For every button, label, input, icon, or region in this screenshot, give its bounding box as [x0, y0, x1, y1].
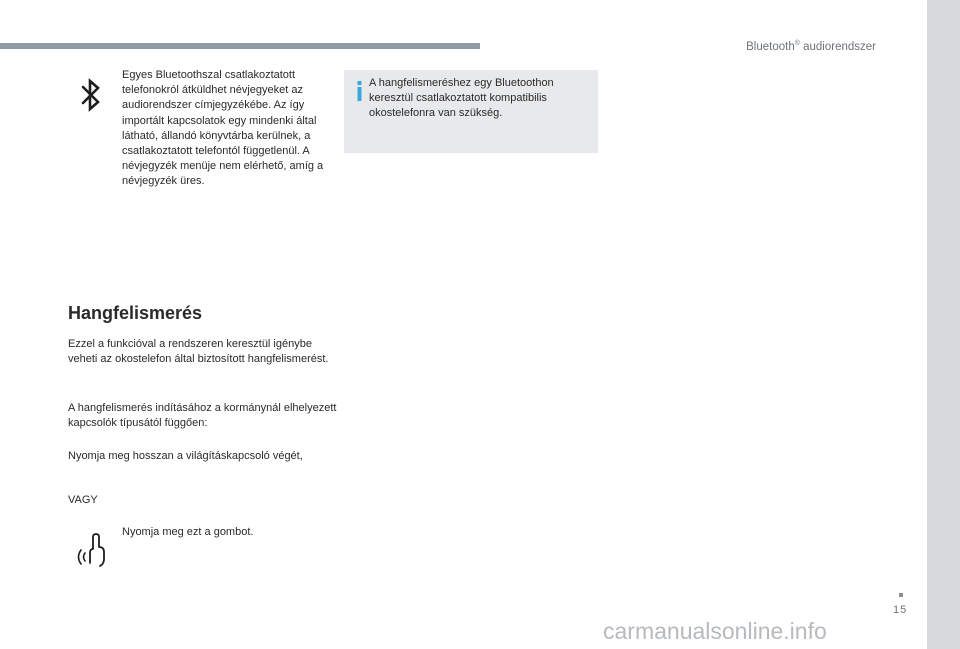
press-button-note — [72, 525, 342, 575]
voice-command-icon — [76, 533, 108, 567]
page-edge-band — [927, 0, 960, 649]
instruction-paragraph: A hangfelismerés indításához a kormánynál elhelyezett kapcsolók típusától függően: — [68, 402, 337, 430]
info-box-text: A hangfelismeréshez egy Bluetoothon keresztül csatlakoztatott kompatibilis okostelefonra van szükség. — [369, 77, 554, 120]
or-label: VAGY — [68, 494, 98, 506]
long-press-paragraph: Nyomja meg hosszan a világításkapcsoló végét, — [68, 450, 303, 462]
press-button-text: Nyomja meg ezt a gombot. — [122, 526, 254, 538]
watermark: carmanualsonline.info — [603, 618, 827, 644]
info-box — [344, 70, 598, 153]
bluetooth-note-text: Egyes Bluetoothszal csatlakoztatott telefonokról átküldhet névjegyeket az audiorendszer címjegyzékébe. Az így importált kapcsolatok egy mindenki által látható, állandó könyvtárba kerülnek, a csatlakoztatott telefontól függetlenül. A névjegyzék menüje nem elérhető, amíg a névjegyzék üres. — [122, 69, 324, 188]
page-marker — [899, 593, 903, 597]
page-header-title: Bluetooth® audiorendszer — [746, 40, 876, 53]
section-heading: Hangfelismerés — [68, 303, 203, 323]
bluetooth-note — [70, 68, 340, 218]
bluetooth-icon — [80, 78, 102, 112]
header-rule — [0, 43, 480, 49]
page-number: 15 — [893, 604, 908, 616]
info-icon — [355, 81, 365, 101]
intro-paragraph: Ezzel a funkcióval a rendszeren keresztül igénybe veheti az okostelefon által biztosított hangfelismerést. — [68, 338, 329, 366]
